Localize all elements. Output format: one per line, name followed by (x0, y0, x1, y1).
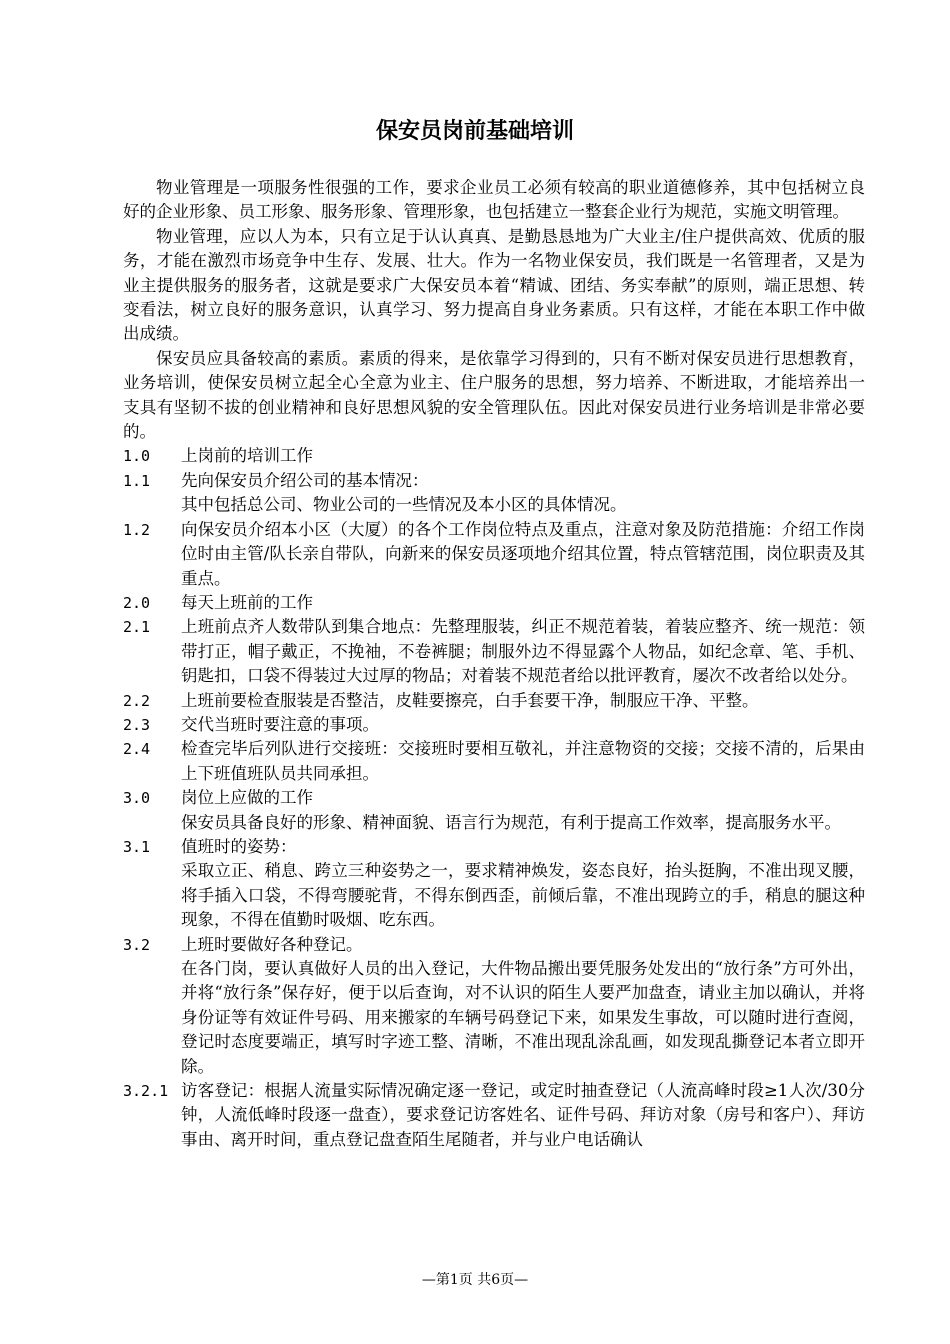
section-item (123, 469, 865, 493)
section-number: 2.2 (123, 691, 151, 710)
section-text: 每天上班前的工作 (181, 592, 313, 612)
section-text: 先向保安员介绍公司的基本情况： (181, 470, 429, 490)
paragraph: 物业管理，应以人为本，只有立足于认认真真、是勤恳恳地为广大业主/住户提供高效、优质的服务，才能在激烈市场竞争中生存、发展、壮大。作为一名物业保安员，我们既是一名管理者，又是为业主提供服务的服务者，这就是要求广大保安员本着“精诚、团结、务实奉献”的原则，端正思想、转变看法，树立良好的服务意识，认真学习、努力提高自身业务素质。只有这样，才能在本职工作中做出成绩。 (123, 226, 865, 344)
section-detail: 采取立正、稍息、跨立三种姿势之一，要求精神焕发，姿态良好，抬头挺胸，不准出现叉腰，将手插入口袋，不得弯腰驼背，不得东倒西歪，前倾后靠，不准出现跨立的手，稍息的腿这种现象，不得在值勤时吸烟、吃东西。 (181, 861, 865, 930)
section-item (123, 737, 865, 786)
section-number: 2.4 (123, 740, 151, 759)
section-item (123, 518, 865, 591)
section-text: 上班时要做好各种登记。 (181, 934, 363, 954)
paragraph: 保安员应具备较高的素质。素质的得来，是依靠学习得到的，只有不断对保安员进行思想教育，业务培训，使保安员树立起全心全意为业主、住户服务的思想，努力培养、不断进取，才能培养出一支具有坚韧不拔的创业精神和良好思想风貌的安全管理队伍。因此对保安员进行业务培训是非常必要的。 (123, 348, 865, 442)
section-number: 2.3 (123, 715, 151, 734)
section-detail: 在各门岗，要认真做好人员的出入登记，大件物品搬出要凭服务处发出的“放行条”方可外出，并将“放行条”保存好，便于以后查询，对不认识的陌生人要严加盘查，请业主加以确认，并将身份证等有效证件号码、用来搬家的车辆号码登记下来，如果发生事故，可以随时进行查阅，登记时态度要端正，填写时字迹工整、清晰，不准出现乱涂乱画，如发现乱撕登记本者立即开除。 (181, 959, 865, 1076)
section-number: 1.1 (123, 471, 151, 490)
section-text: 交代当班时要注意的事项。 (181, 714, 379, 734)
section-item (123, 835, 865, 859)
section-text: 岗位上应做的工作 (181, 788, 313, 808)
section-text: 上岗前的培训工作 (181, 446, 313, 466)
document-body (123, 176, 865, 1152)
section-number: 3.1 (123, 837, 151, 856)
page-footer: —第1页 共6页— (421, 1272, 529, 1288)
section-number: 3.2.1 (123, 1082, 169, 1101)
section-number: 2.1 (123, 618, 151, 637)
section-number: 3.2 (123, 935, 151, 954)
section-item (123, 444, 865, 468)
section-text: 访客登记：根据人流量实际情况确定逐一登记，或定时抽查登记（人流高峰时段≥1人次/30分钟，人流低峰时段逐一盘查），要求登记访客姓名、证件号码、拜访对象（房号和客户）、拜访事由、离开时间，重点登记盘查陌生尾随者，并与业户电话确认 (181, 1081, 865, 1149)
section-item (123, 713, 865, 737)
section-item (123, 933, 865, 957)
section-text: 向保安员介绍本小区（大厦）的各个工作岗位特点及重点，注意对象及防范措施：介绍工作岗位时由主管/队长亲自带队，向新来的保安员逐项地介绍其位置，特点管辖范围，岗位职责及其重点。 (181, 519, 865, 588)
section-item (123, 615, 865, 688)
section-number: 1.0 (123, 447, 151, 466)
section-item (123, 689, 865, 713)
section-text: 检查完毕后列队进行交接班：交接班时要相互敬礼，并注意物资的交接；交接不清的，后果由上下班值班队员共同承担。 (181, 739, 865, 783)
section-text: 值班时的姿势： (181, 836, 297, 856)
section-item (123, 1079, 865, 1152)
page-title: 保安员岗前基础培训 (375, 118, 574, 144)
section-number: 3.0 (123, 789, 151, 808)
section-detail: 其中包括总公司、物业公司的一些情况及本小区的具体情况。 (181, 495, 627, 515)
paragraph: 物业管理是一项服务性很强的工作，要求企业员工必须有较高的职业道德修养，其中包括树立良好的企业形象、员工形象、服务形象、管理形象，也包括建立一整套企业行为规范，实施文明管理。 (123, 178, 865, 222)
section-number: 1.2 (123, 520, 151, 539)
section-detail: 保安员具备良好的形象、精神面貌、语言行为规范，有利于提高工作效率，提高服务水平。 (181, 812, 841, 832)
section-text: 上班前要检查服装是否整洁，皮鞋要擦亮，白手套要干净，制服应干净、平整。 (181, 690, 759, 710)
section-text: 上班前点齐人数带队到集合地点：先整理服装，纠正不规范着装，着装应整齐、统一规范：领带打正，帽子戴正，不挽袖，不卷裤腿；制服外边不得显露个人物品，如纪念章、笔、手机、钥匙扣，口袋不得装过大过厚的物品；对着装不规范者给以批评教育，屡次不改者给以处分。 (181, 617, 865, 686)
section-number: 2.0 (123, 593, 151, 612)
section-item (123, 591, 865, 615)
section-item (123, 786, 865, 810)
